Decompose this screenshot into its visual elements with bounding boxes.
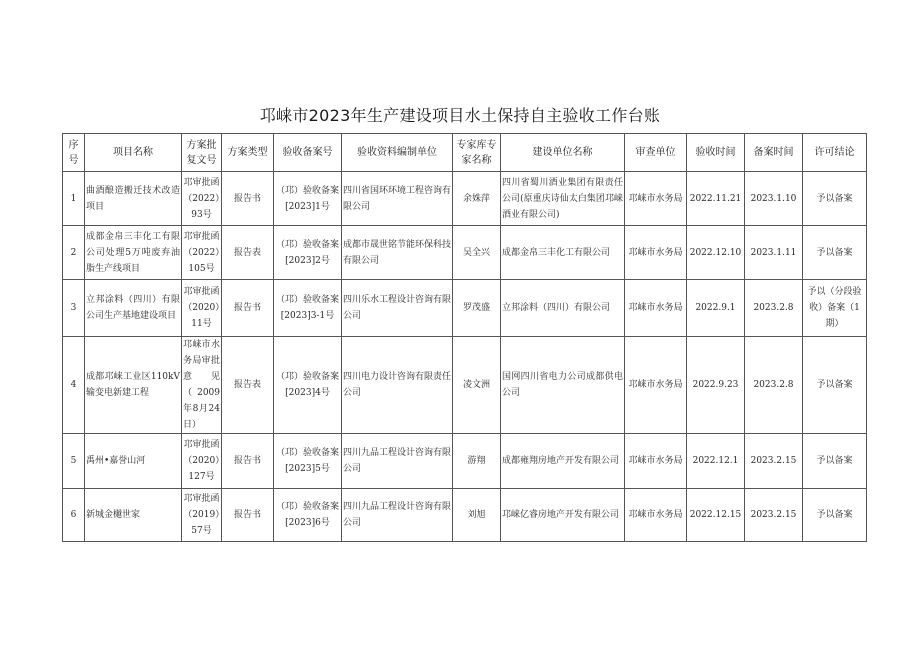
column-header: 项目名称: [85, 134, 182, 172]
filing-number: （邛）验收备案[2023]1号: [274, 172, 342, 226]
column-header: 审查单位: [625, 134, 687, 172]
row-number: 2: [63, 226, 85, 280]
acceptance-date: 2022.12.10: [687, 226, 745, 280]
filing-number: （邛）验收备案[2023]5号: [274, 434, 342, 489]
column-header: 备案时间: [745, 134, 803, 172]
builder-unit: 成都金帛三丰化工有限公司: [501, 226, 625, 280]
approval-number: 邛审批函（2019）57号: [182, 489, 222, 542]
filing-number: （邛）验收备案[2023]2号: [274, 226, 342, 280]
expert-name: 吴全兴: [453, 226, 501, 280]
approval-number: 邛审批函（2020）11号: [182, 280, 222, 337]
page-title: 邛崃市2023年生产建设项目水土保持自主验收工作台账: [259, 106, 661, 125]
table-row: [63, 337, 867, 434]
ledger-table: [62, 133, 867, 542]
builder-unit: 邛崃亿睿房地产开发有限公司: [501, 489, 625, 542]
project-name: 成都金帛三丰化工有限公司处理5万吨废弃油脂生产线项目: [85, 226, 182, 280]
conclusion: 予以备案: [803, 434, 867, 489]
column-header: 许可结论: [803, 134, 867, 172]
project-name: 新城金樾世家: [85, 489, 182, 542]
conclusion: 予以（分段验收）备案（1期）: [803, 280, 867, 337]
plan-type: 报告表: [222, 337, 274, 434]
filing-date: 2023.1.11: [745, 226, 803, 280]
compiler-unit: 四川电力设计咨询有限责任公司: [342, 337, 453, 434]
reviewer-unit: 邛崃市水务局: [625, 337, 687, 434]
builder-unit: 立邦涂料（四川）有限公司: [501, 280, 625, 337]
row-number: 4: [63, 337, 85, 434]
acceptance-date: 2022.12.1: [687, 434, 745, 489]
filing-date: 2023.2.8: [745, 337, 803, 434]
table-row: [63, 489, 867, 542]
filing-date: 2023.2.15: [745, 434, 803, 489]
conclusion: 予以备案: [803, 337, 867, 434]
approval-number: 邛崃市水务局审批意见（2009年8月24日）: [182, 337, 222, 434]
plan-type: 报告书: [222, 489, 274, 542]
conclusion: 予以备案: [803, 172, 867, 226]
plan-type: 报告表: [222, 226, 274, 280]
row-number: 1: [63, 172, 85, 226]
approval-number: 邛审批函（2020）127号: [182, 434, 222, 489]
acceptance-date: 2022.12.15: [687, 489, 745, 542]
filing-date: 2023.2.15: [745, 489, 803, 542]
reviewer-unit: 邛崃市水务局: [625, 489, 687, 542]
column-header: 方案批复文号: [182, 134, 222, 172]
expert-name: 刘旭: [453, 489, 501, 542]
project-name: 立邦涂料（四川）有限公司生产基地建设项目: [85, 280, 182, 337]
column-header: 验收时间: [687, 134, 745, 172]
table-row: [63, 226, 867, 280]
plan-type: 报告书: [222, 280, 274, 337]
approval-number: 邛审批函（2022）93号: [182, 172, 222, 226]
project-name: 成都邛崃工业区110kV输变电新建工程: [85, 337, 182, 434]
filing-number: （邛）验收备案[2023]3-1号: [274, 280, 342, 337]
expert-name: 凌文洲: [453, 337, 501, 434]
compiler-unit: 四川九品工程设计咨询有限公司: [342, 434, 453, 489]
project-name: 曲酒酿造搬迁技术改造项目: [85, 172, 182, 226]
conclusion: 予以备案: [803, 489, 867, 542]
column-header: 专家库专家名称: [453, 134, 501, 172]
acceptance-date: 2022.9.23: [687, 337, 745, 434]
conclusion: 予以备案: [803, 226, 867, 280]
compiler-unit: 四川省国环环境工程咨询有限公司: [342, 172, 453, 226]
column-header: 验收资料编制单位: [342, 134, 453, 172]
reviewer-unit: 邛崃市水务局: [625, 280, 687, 337]
filing-date: 2023.1.10: [745, 172, 803, 226]
column-header: 建设单位名称: [501, 134, 625, 172]
compiler-unit: 四川九品工程设计咨询有限公司: [342, 489, 453, 542]
filing-number: （邛）验收备案[2023]6号: [274, 489, 342, 542]
project-name: 禹州•嘉誉山河: [85, 434, 182, 489]
column-header: 验收备案号: [274, 134, 342, 172]
column-header: 序号: [63, 134, 85, 172]
acceptance-date: 2022.11.21: [687, 172, 745, 226]
reviewer-unit: 邛崃市水务局: [625, 172, 687, 226]
plan-type: 报告书: [222, 434, 274, 489]
expert-name: 游翔: [453, 434, 501, 489]
builder-unit: 国网四川省电力公司成都供电公司: [501, 337, 625, 434]
builder-unit: 四川省蜀川酒业集团有限责任公司(原重庆诗仙太白集团邛崃酒业有限公司): [501, 172, 625, 226]
filing-date: 2023.2.8: [745, 280, 803, 337]
compiler-unit: 成都市晟世铭节能环保科技有限公司: [342, 226, 453, 280]
filing-number: （邛）验收备案[2023]4号: [274, 337, 342, 434]
table-row: [63, 172, 867, 226]
reviewer-unit: 邛崃市水务局: [625, 226, 687, 280]
expert-name: 罗茂盛: [453, 280, 501, 337]
table-row: [63, 434, 867, 489]
approval-number: 邛审批函（2022）105号: [182, 226, 222, 280]
reviewer-unit: 邛崃市水务局: [625, 434, 687, 489]
compiler-unit: 四川乐水工程设计咨询有限公司: [342, 280, 453, 337]
plan-type: 报告书: [222, 172, 274, 226]
expert-name: 余姝萍: [453, 172, 501, 226]
column-header: 方案类型: [222, 134, 274, 172]
row-number: 3: [63, 280, 85, 337]
acceptance-date: 2022.9.1: [687, 280, 745, 337]
table-header-row: [63, 134, 867, 172]
table-row: [63, 280, 867, 337]
builder-unit: 成都雍翔房地产开发有限公司: [501, 434, 625, 489]
row-number: 5: [63, 434, 85, 489]
row-number: 6: [63, 489, 85, 542]
